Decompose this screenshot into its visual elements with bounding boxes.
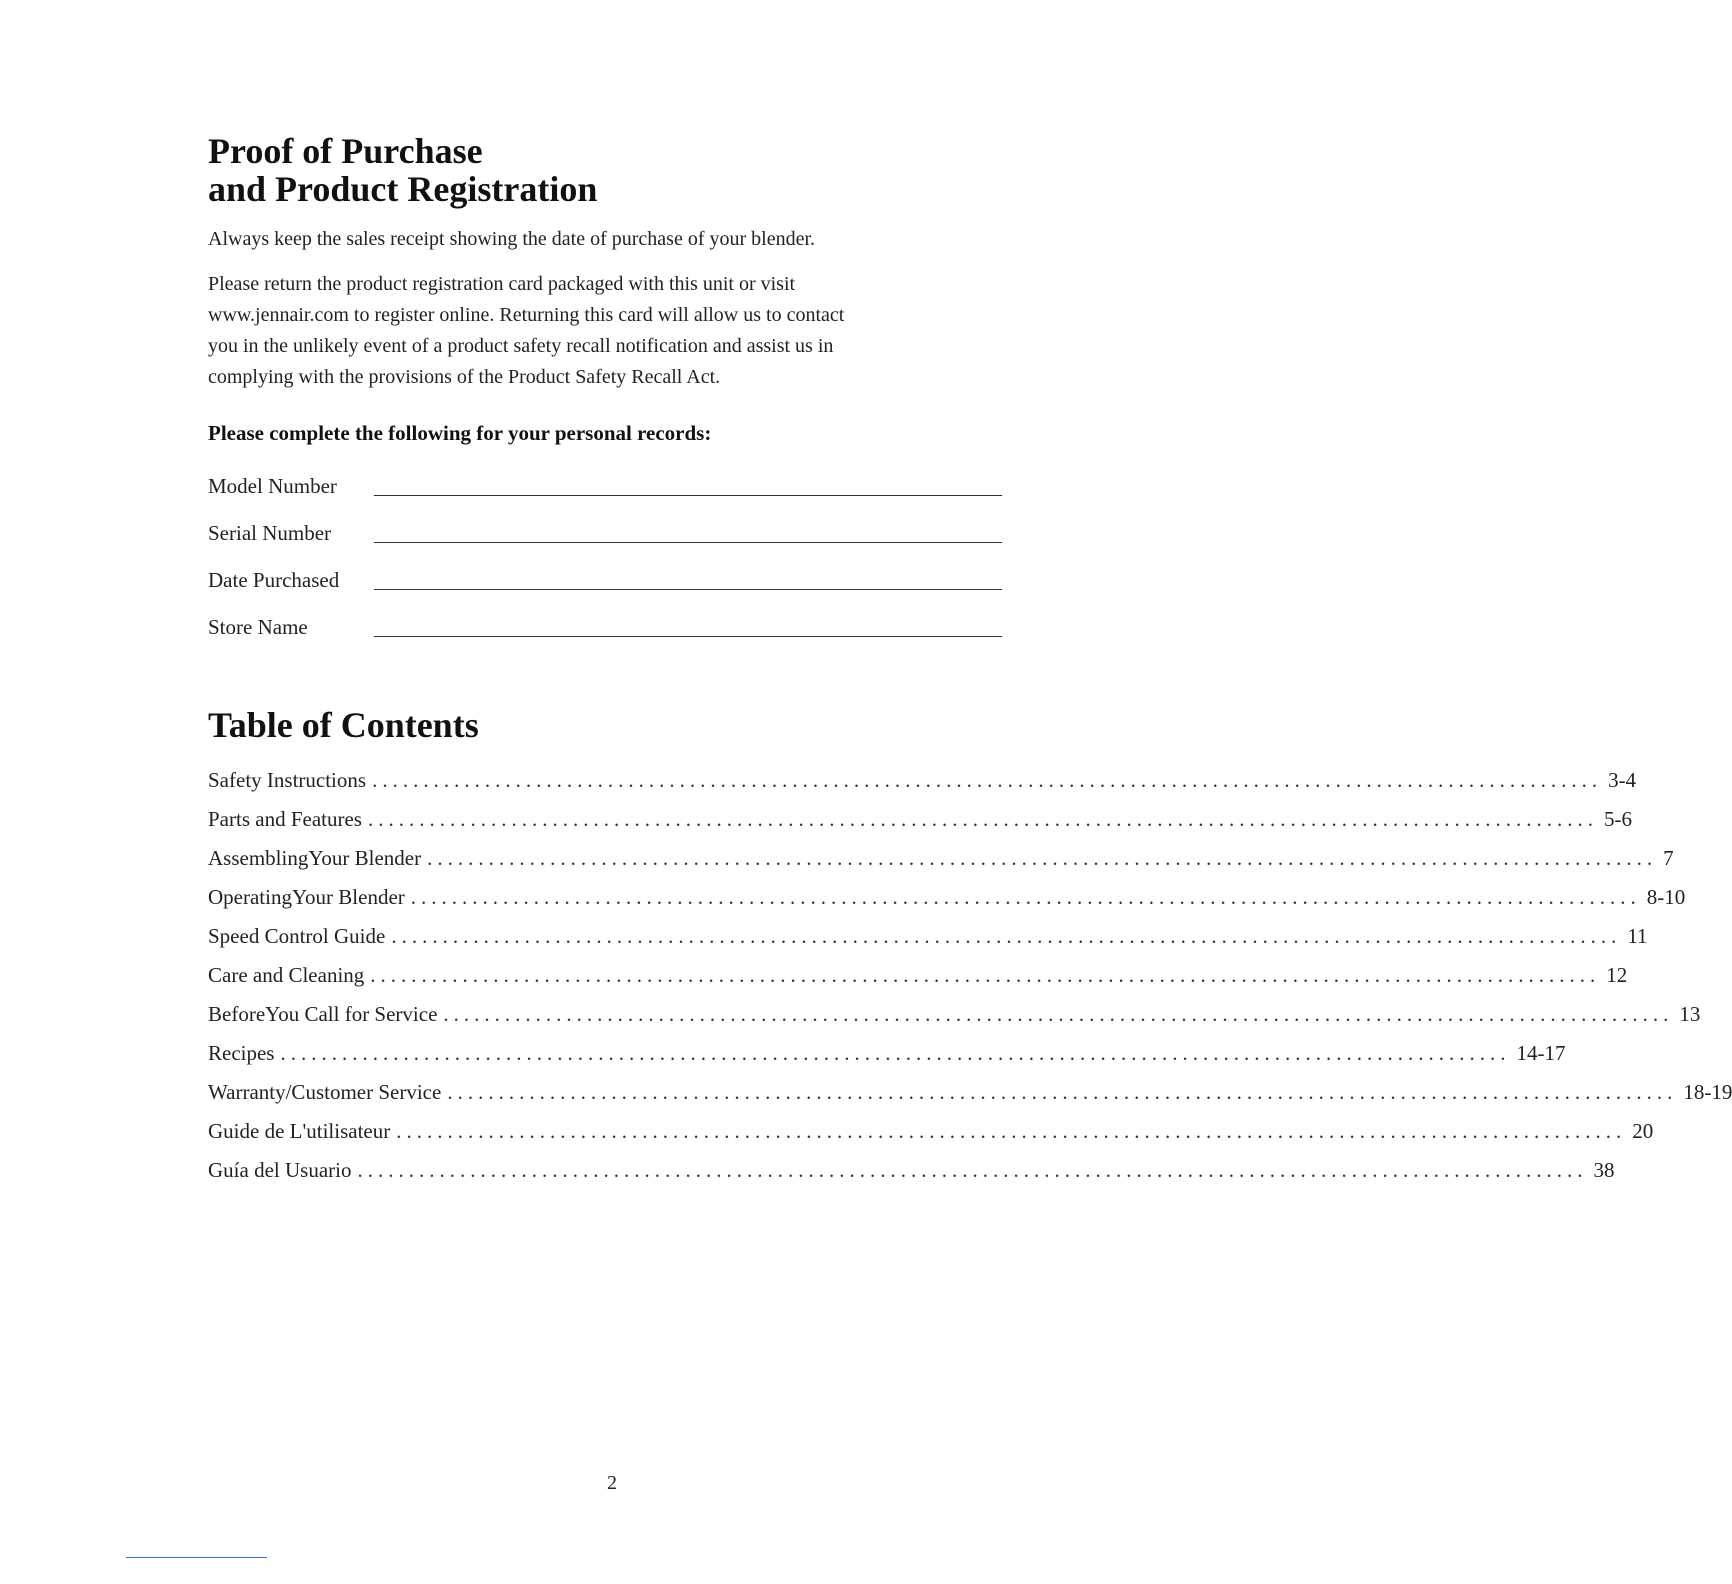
form-row-serial-number [208, 504, 1002, 551]
title-line-1: Proof of Purchase [208, 131, 483, 171]
toc-leader-dots: ........................................................................................................................ [357, 1158, 1588, 1182]
toc-entry-label: Parts and Features [208, 807, 362, 831]
toc-entry-page: 14-17 [1516, 1041, 1566, 1065]
toc-entry[interactable] [208, 1112, 1654, 1151]
toc-entry[interactable] [208, 995, 1701, 1034]
toc-leader-dots: ........................................................................................................................ [370, 963, 1601, 987]
toc-entry-page: 3-4 [1608, 768, 1637, 792]
serial-number-label: Serial Number [208, 521, 332, 545]
toc-leader-dots: ........................................................................................................................ [391, 924, 1622, 948]
table-of-contents-title: Table of Contents [208, 705, 479, 745]
registration-line: Please return the product registration card packaged with this unit or visit [208, 273, 796, 295]
toc-entry-page: 11 [1627, 924, 1648, 948]
toc-entry-label: Guide de L'utilisateur [208, 1119, 391, 1143]
personal-records-form [208, 457, 1002, 645]
toc-entry[interactable] [208, 761, 1637, 800]
toc-entry[interactable] [208, 800, 1632, 839]
toc-entry-label: Recipes [208, 1041, 275, 1065]
date-purchased-label: Date Purchased [208, 568, 340, 592]
toc-entry-label: Care and Cleaning [208, 963, 365, 987]
toc-leader-dots: ........................................................................................................................ [280, 1041, 1511, 1065]
toc-leader-dots: ........................................................................................................................ [410, 885, 1641, 909]
toc-entry-page: 20 [1632, 1119, 1654, 1143]
form-row-model-number [208, 457, 1002, 504]
store-name-field[interactable] [374, 635, 1002, 637]
toc-entry-page: 18-19 [1683, 1080, 1732, 1104]
store-name-label: Store Name [208, 615, 308, 639]
receipt-paragraph: Always keep the sales receipt showing the date of purchase of your blender. [208, 228, 816, 250]
toc-entry-label: Guía del Usuario [208, 1158, 352, 1182]
toc-entry[interactable] [208, 917, 1648, 956]
toc-leader-dots: ........................................................................................................................ [447, 1080, 1678, 1104]
registration-line: www.jennair.com to register online. Returning this card will allow us to contact [208, 304, 845, 326]
registration-paragraph [208, 269, 1002, 393]
toc-entry-label: BeforeYou Call for Service [208, 1002, 438, 1026]
table-of-contents [208, 761, 1732, 1190]
toc-entry-page: 5-6 [1603, 807, 1632, 831]
toc-entry[interactable] [208, 956, 1628, 995]
toc-entry-label: Warranty/Customer Service [208, 1080, 442, 1104]
toc-entry[interactable] [208, 839, 1674, 878]
toc-entry-page: 13 [1679, 1002, 1701, 1026]
toc-entry-page: 12 [1606, 963, 1628, 987]
serial-number-field[interactable] [374, 541, 1002, 543]
footer-rule [126, 1557, 267, 1558]
form-row-date-purchased [208, 551, 1002, 598]
toc-entry-label: OperatingYour Blender [208, 885, 405, 909]
model-number-label: Model Number [208, 474, 337, 498]
toc-leader-dots: ........................................................................................................................ [427, 846, 1658, 870]
toc-entry-label: AssemblingYour Blender [208, 846, 422, 870]
form-row-store-name [208, 598, 1002, 645]
registration-line: complying with the provisions of the Product Safety Recall Act. [208, 366, 721, 388]
toc-entry-page: 38 [1593, 1158, 1615, 1182]
toc-leader-dots: ........................................................................................................................ [367, 807, 1598, 831]
toc-entry[interactable] [208, 1151, 1615, 1190]
toc-entry-label: Speed Control Guide [208, 924, 386, 948]
toc-entry[interactable] [208, 1073, 1732, 1112]
records-heading: Please complete the following for your personal records: [208, 421, 712, 445]
toc-leader-dots: ........................................................................................................................ [372, 768, 1603, 792]
toc-leader-dots: ........................................................................................................................ [443, 1002, 1674, 1026]
proof-of-purchase-title [208, 132, 1002, 208]
toc-entry-label: Safety Instructions [208, 768, 367, 792]
title-line-2: and Product Registration [208, 169, 598, 209]
toc-entry[interactable] [208, 1034, 1566, 1073]
toc-entry-page: 8-10 [1646, 885, 1686, 909]
date-purchased-field[interactable] [374, 588, 1002, 590]
toc-entry-page: 7 [1663, 846, 1674, 870]
document-page [208, 131, 1732, 1190]
registration-line: you in the unlikely event of a product safety recall notification and assist us in [208, 335, 834, 357]
page-number: 2 [607, 1472, 617, 1494]
toc-leader-dots: ........................................................................................................................ [396, 1119, 1627, 1143]
toc-entry[interactable] [208, 878, 1686, 917]
model-number-field[interactable] [374, 494, 1002, 496]
